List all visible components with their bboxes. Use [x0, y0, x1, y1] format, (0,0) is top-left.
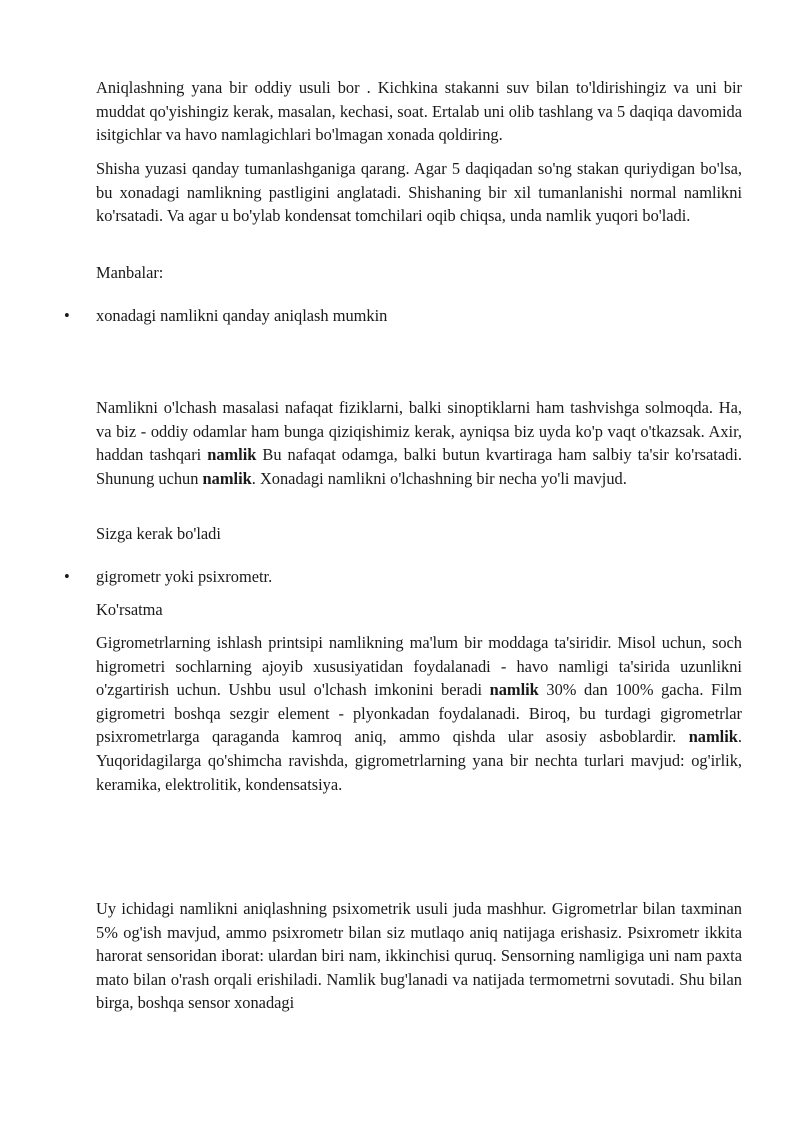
bold-keyword: namlik — [207, 445, 257, 465]
need-label: Sizga kerak bo'ladi — [96, 524, 221, 543]
source-link-text: xonadagi namlikni qanday aniqlash mumkin — [96, 306, 388, 325]
paragraph-glass-method: Aniqlashning yana bir oddiy usuli bor . Kichkina stakanni suv bilan to'ldirishingiz va uni bir muddat qo'yishingiz kerak, masalan, kechasi, soat. Ertalab uni olib tashlang va 5 daqiqa davomida isitgichlar va havo namlagichlari bo'lmagan xonada qoldiring. — [96, 78, 742, 145]
need-item-text: gigrometr yoki psixrometr. — [96, 567, 273, 586]
instruction-label: Ko'rsatma — [96, 600, 163, 619]
bullet-icon: • — [64, 306, 70, 325]
paragraph-psychrometric-method: Uy ichidagi namlikni aniqlashning psixometrik usuli juda mashhur. Gigrometrlar bilan taxminan 5% og'ish mavjud, ammo psixrometr bilan siz mutlaqo aniq natijaga erishasiz. Psixrometr ikkita harorat sensoridan iborat: ulardan biri nam, ikkinchisi quruq. Sensorning namligiga uni nam paxta mato bilan o'rash orqali erishiladi. Namlik bug'lanadi va natijada termometrni sovutadi. Shu bilan birga, boshqa sensor xonadagi — [96, 899, 742, 1013]
bold-keyword: namlik — [688, 727, 738, 747]
bullet-icon: • — [64, 567, 70, 586]
paragraph-glass-fog: Shisha yuzasi qanday tumanlashganiga qarang. Agar 5 daqiqadan so'ng stakan quriydigan bo'lsa, bu xonadagi namlikning pastligini anglatadi. Shishaning bir xil tumanlanishi normal namlikni ko'rsatadi. Va agar u bo'ylab kondensat tomchilari oqib chiqsa, unda namlik yuqori bo'ladi. — [96, 159, 742, 226]
bold-keyword: namlik — [489, 680, 539, 700]
paragraph-hygrometers: Gigrometrlarning ishlash printsipi namlikning ma'lum bir moddaga ta'siridir. Misol uchun, soch higrometri sochlarning ajoyib xususiyatidan foydalanadi - havo namligi ta'sirida uzunlikni o'zgartirish uchun. Ushbu usul o'lchash imkonini beradi namlik 30% dan 100% gacha. Film gigrometri boshqa sezgir element - plyonkadan foydalanadi. Biroq, bu turdagi gigrometrlar psixrometrlarga qaraganda kamroq aniq, ammo qishda ular asosiy asboblardir. namlik. Yuqoridagilarga qo'shimcha ravishda, gigrometrlarning yana bir nechta turlari mavjud: og'irlik, keramika, elektrolitik, kondensatsiya. — [96, 633, 742, 794]
bold-keyword: namlik — [202, 468, 252, 488]
sources-label: Manbalar: — [96, 263, 164, 282]
paragraph-humidity-intro: Namlikni o'lchash masalasi nafaqat fiziklarni, balki sinoptiklarni ham tashvishga solmoqda. Ha, va biz - oddiy odamlar ham bunga qiziqishimiz kerak, ayniqsa biz uyda ko'p vaqt o'tkazsak. Axir, haddan tashqari namlik Bu nafaqat odamga, balki butun kvartiraga ham salbiy ta'sir ko'rsatadi. Shunung uchun namlik. Xonadagi namlikni o'lchashning bir necha yo'li mavjud. — [96, 398, 742, 488]
